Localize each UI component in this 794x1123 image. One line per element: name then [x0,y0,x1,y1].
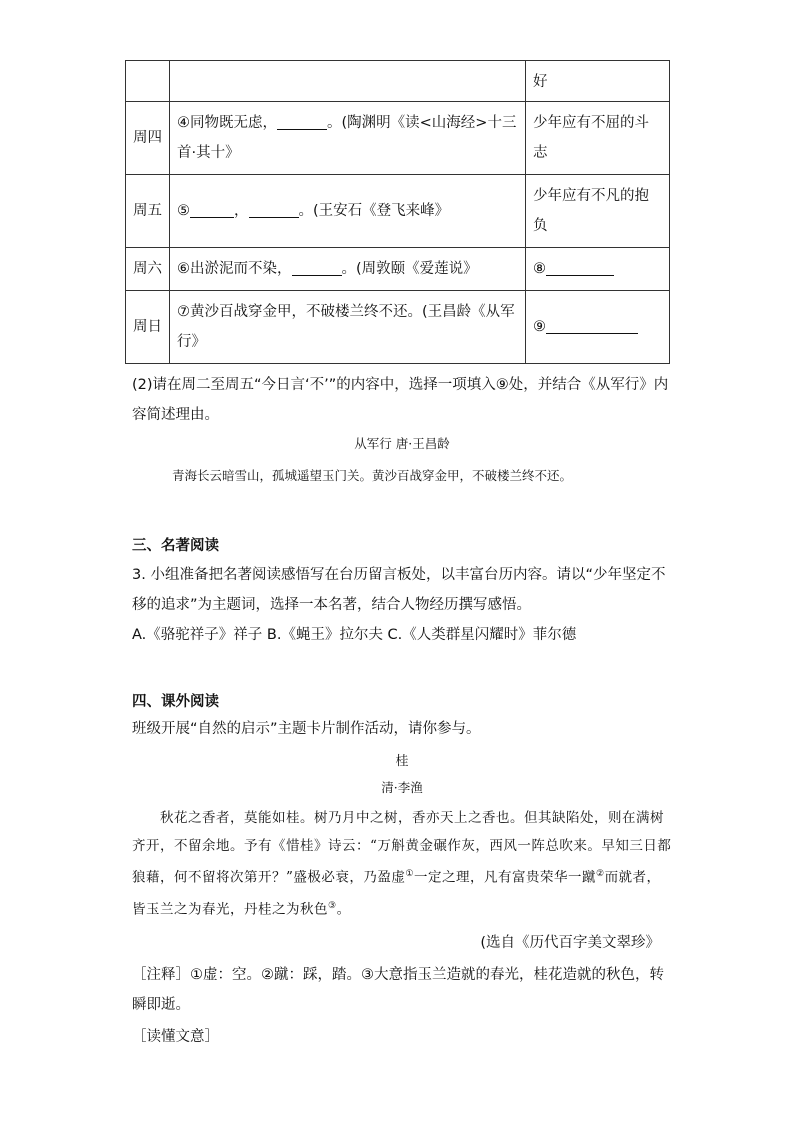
question-3-options: A.《骆驼祥子》祥子 B.《蝇王》拉尔夫 C.《人类群星闪耀时》菲尔德 [132,627,577,643]
note-mark: ③ [328,900,337,911]
answer-blank[interactable] [190,201,234,218]
section-subheading: ［读懂文意］ [132,1029,219,1045]
table-row [126,248,670,291]
meaning-cell: 少年应有不屈的斗志 [526,102,670,175]
meaning-cell: 好 [526,61,670,102]
table-row [126,102,670,175]
calendar-table [125,60,670,364]
meaning-cell: 少年应有不凡的抱负 [526,175,670,248]
poem-body: 青海长云暗雪山，孤城遥望玉门关。黄沙百战穿金甲，不破楼兰终不还。 [172,468,573,483]
table-row [126,291,670,364]
meaning-cell: ⑨ [526,291,670,364]
note-mark: ① [405,869,414,879]
question-2: (2)请在周二至周五“今日言‘不’”的内容中，选择一项填入⑨处，并结合《从军行》内容简述理由。 [132,377,669,423]
content-cell: ④同物既无虑， 。(陶渊明《读<山海经>十三首·其十》 [170,102,526,175]
classical-text: 秋花之香者，莫能如桂。树乃月中之树，香亦天上之香也。但其缺陷处，则在满树齐开，不留余地。予有《惜桂》诗云：“万斛黄金碾作灰，西风一阵总吹来。早知三日都狼藉，何不留将次第开？”盛极必衰，乃盈虚①一定之理，凡有富贵荣华一蹴②而就者，皆玉兰之为春光，丹桂之为秋色③。 [132,810,672,917]
section-heading-4: 四、课外阅读 [132,694,219,710]
essay-title: 桂 [395,754,409,769]
answer-blank[interactable] [546,317,638,334]
answer-blank[interactable] [292,259,342,276]
table-row [126,61,670,102]
answer-blank[interactable] [546,259,614,276]
section-heading-3: 三、名著阅读 [132,538,219,554]
day-cell: 周五 [126,175,170,248]
source-citation: (选自《历代百字美文翠珍》 [480,935,660,951]
essay-author: 清·李渔 [381,780,423,795]
content-cell: ⑥出淤泥而不染， 。(周敦颐《爱莲说》 [170,248,526,291]
content-cell: ⑤ ， 。(王安石《登飞来峰》 [170,175,526,248]
meaning-cell: ⑧ [526,248,670,291]
note-mark: ② [595,869,605,879]
question-3: 3. 小组准备把名著阅读感悟写在台历留言板处，以丰富台历内容。请以“少年坚定不移的追求”为主题词，选择一本名著，结合人物经历撰写感悟。 [132,567,666,613]
content-cell [170,61,526,102]
table-row [126,175,670,248]
poem-title: 从军行 唐·王昌龄 [354,436,450,451]
content-cell: ⑦黄沙百战穿金甲，不破楼兰终不还。(王昌龄《从军行》 [170,291,526,364]
annotation-notes: ［注释］①虚：空。②蹴：踩，踏。③大意指玉兰造就的春光，桂花造就的秋色，转瞬即逝。 [132,967,664,1013]
section-4-intro: 班级开展“自然的启示”主题卡片制作活动，请你参与。 [132,721,481,737]
day-cell [126,61,170,102]
day-cell: 周四 [126,102,170,175]
answer-blank[interactable] [277,113,327,130]
day-cell: 周六 [126,248,170,291]
answer-blank[interactable] [249,201,299,218]
day-cell: 周日 [126,291,170,364]
